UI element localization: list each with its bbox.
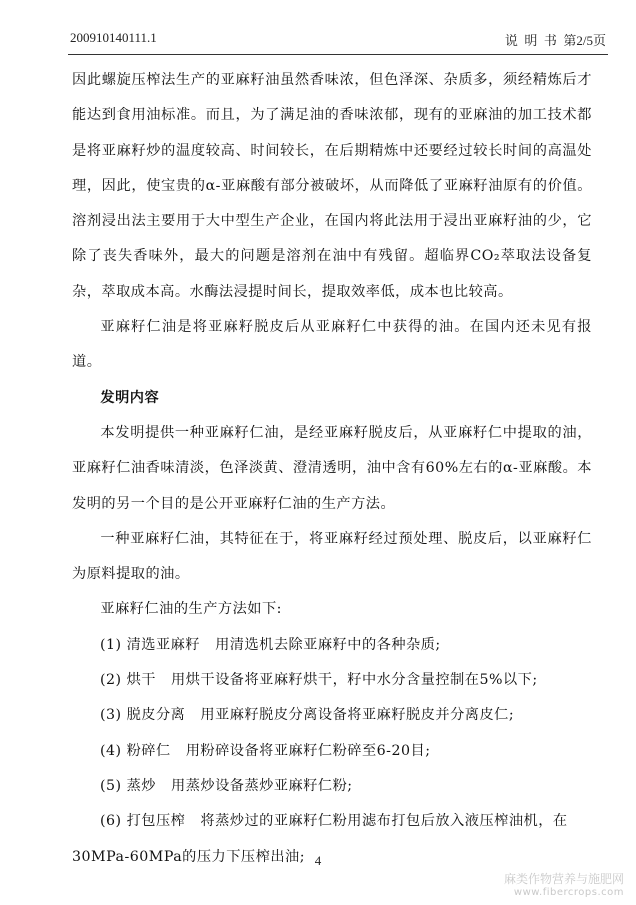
page-header: [70, 30, 606, 48]
document-number: 200910140111.1: [70, 30, 157, 45]
method-step-4: (4) 粉碎仁 用粉碎设备将亚麻籽仁粉碎至6-20目;: [100, 742, 431, 759]
paragraph-method-intro: 亚麻籽仁油的生产方法如下:: [100, 601, 282, 618]
paragraph-background-continued: 因此螺旋压榨法生产的亚麻籽油虽然香味浓，但色泽深、杂质多，须经精炼后才能达到食用油标准。而且，为了满足油的香味浓郁，现有的亚麻油的加工技术都是将亚麻籽炒的温度较高、时间较长，在后期精炼中还要经过较长时间的高温处理，因此，使宝贵的α-亚麻酸有部分被破坏，从而降低了亚麻籽油原有的价值。溶剂浸出法主要用于大中型生产企业，在国内将此法用于浸出亚麻籽油的少，它除了丧失香味外，最大的问题是溶剂在油中有残留。超临界CO₂萃取法设备复杂，萃取成本高。水酶法浸提时间长，提取效率低，成本也比较高。: [72, 72, 592, 300]
paragraph-claim: 一种亚麻籽仁油，其特征在于，将亚麻籽经过预处理、脱皮后，以亚麻籽仁为原料提取的油。: [72, 530, 592, 583]
document-type-label: 说 明 书: [504, 33, 557, 48]
method-step-1: (1) 清选亚麻籽 用清选机去除亚麻籽中的各种杂质;: [100, 636, 441, 653]
site-watermark: [424, 872, 624, 900]
watermark-site-name: 麻类作物营养与施肥网: [503, 872, 624, 886]
method-step-3: (3) 脱皮分离 用亚麻籽脱皮分离设备将亚麻籽脱皮并分离皮仁;: [100, 707, 515, 724]
method-step-6-line2: 30MPa-60MPa的压力下压榨出油;: [72, 848, 305, 865]
page-indicator: 第2/5页: [563, 33, 606, 48]
watermark-site-url: www.fibercrops.com: [513, 887, 624, 898]
method-step-2: (2) 烘干 用烘干设备将亚麻籽烘干，籽中水分含量控制在5%以下;: [100, 672, 538, 689]
page-number: 4: [314, 853, 322, 868]
paragraph-definition: 亚麻籽仁油是将亚麻籽脱皮后从亚麻籽仁中获得的油。在国内还未见有报道。: [72, 319, 592, 371]
method-step-6-line1: (6) 打包压榨 将蒸炒过的亚麻籽仁粉用滤布打包后放入液压榨油机，在: [100, 813, 568, 830]
header-divider: [68, 54, 608, 55]
document-body: [72, 63, 592, 875]
header-right: [505, 30, 606, 49]
section-heading-invention-content: 发明内容: [100, 389, 160, 406]
paragraph-invention-summary: 本发明提供一种亚麻籽仁油，是经亚麻籽脱皮后，从亚麻籽仁中提取的油，亚麻籽仁油香味清淡，色泽淡黄、澄清透明，油中含有60%左右的α-亚麻酸。本发明的另一个目的是公开亚麻籽仁油的生产方法。: [72, 424, 592, 512]
method-step-5: (5) 蒸炒 用蒸炒设备蒸炒亚麻籽仁粉;: [100, 777, 353, 794]
